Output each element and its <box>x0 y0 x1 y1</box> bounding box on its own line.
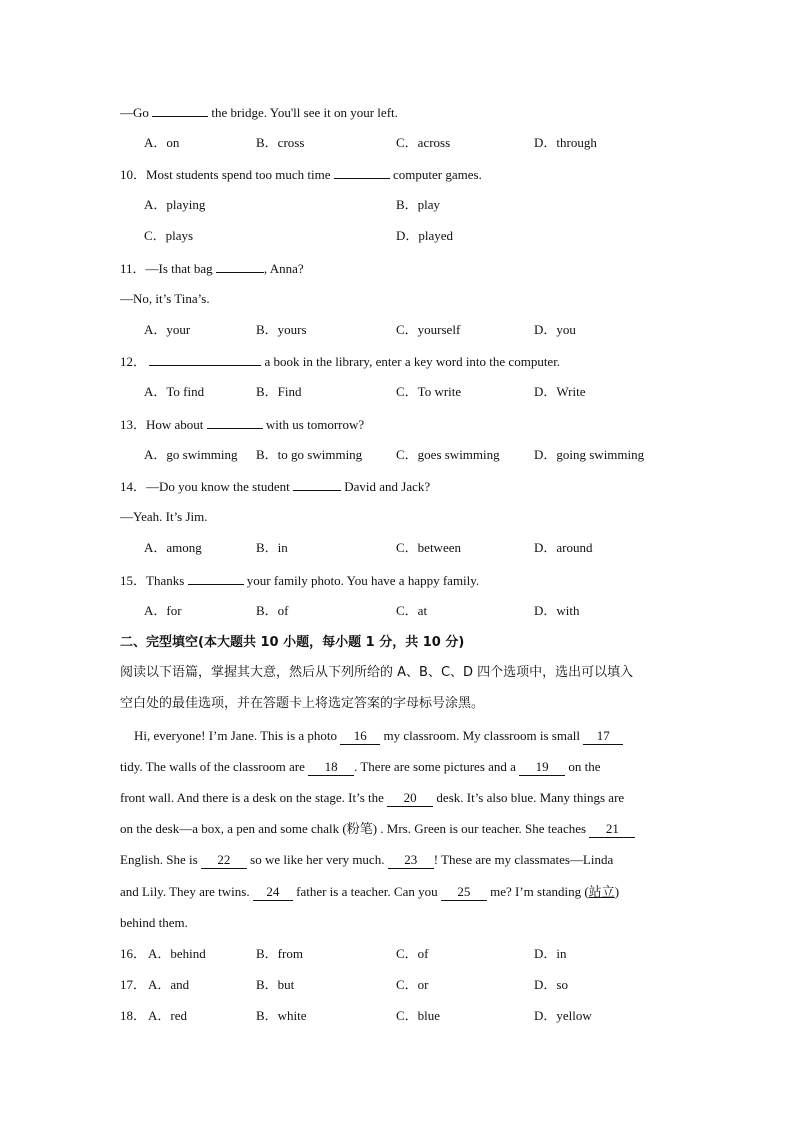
question-12-stem <box>120 351 684 371</box>
blank-21: 21 <box>589 821 635 838</box>
passage-line-2 <box>120 757 684 777</box>
section-2-instruction-1: 阅读以下语篇，掌握其大意，然后从下列所给的 A、B、C、D 四个选项中，选出可以填入 <box>120 665 634 680</box>
answer-blank <box>293 476 341 491</box>
blank-19: 19 <box>519 759 565 776</box>
section-2-heading <box>120 632 684 652</box>
question-11-reply: —No, it’s Tina’s. <box>120 291 210 306</box>
section-2-instruction-2: 空白处的最佳选项，并在答题卡上将选定答案的字母标号涂黑。 <box>120 696 485 711</box>
option-a: A．behind <box>148 946 206 961</box>
question-13-options <box>120 445 684 465</box>
option-a: A．among <box>144 540 202 555</box>
passage-text: tidy. The walls of the classroom are <box>120 759 309 774</box>
blank-22: 22 <box>201 852 247 869</box>
option-b: B．from <box>256 946 303 961</box>
stem-text: , Anna? <box>263 261 304 276</box>
question-9-options <box>120 133 684 153</box>
stem-text: 13．How about <box>120 417 204 432</box>
question-11-stem <box>120 258 684 278</box>
question-11-options <box>120 320 684 340</box>
stem-text: David and Jack? <box>344 479 431 494</box>
passage-text: my classroom. My classroom is small <box>380 728 584 743</box>
section-scoring: (本大题共 10 小题，每小题 1 分，共 10 分) <box>198 635 465 650</box>
option-d: D．in <box>534 946 567 961</box>
option-b: B．yours <box>256 322 307 337</box>
option-b: B．cross <box>256 135 305 150</box>
option-b: B．of <box>256 603 289 618</box>
option-d: D．yellow <box>534 1008 592 1023</box>
answer-blank <box>188 570 244 585</box>
option-c: C．of <box>396 946 429 961</box>
option-b: B．to go swimming <box>256 447 363 462</box>
option-b: B．Find <box>256 384 302 399</box>
stem-text: 11．—Is that bag <box>120 261 213 276</box>
option-c: C．across <box>396 135 451 150</box>
option-c: C．yourself <box>396 322 461 337</box>
question-13-stem <box>120 414 684 434</box>
option-d: D．through <box>534 135 597 150</box>
answer-blank <box>149 351 261 366</box>
question-18-options <box>120 1006 684 1026</box>
stem-text: with us tomorrow? <box>265 417 365 432</box>
question-10-options-row2 <box>120 226 684 246</box>
question-10-stem <box>120 164 684 184</box>
answer-blank <box>152 102 208 117</box>
option-d: D．with <box>534 603 580 618</box>
option-a: A．go swimming <box>144 447 238 462</box>
option-d: D．Write <box>534 384 586 399</box>
question-17-options <box>120 975 684 995</box>
option-b: B．but <box>256 977 295 992</box>
option-b: B．white <box>256 1008 307 1023</box>
stem-text: —Go <box>120 105 149 120</box>
answer-blank <box>334 164 390 179</box>
blank-20: 20 <box>387 790 433 807</box>
option-d: D．around <box>534 540 593 555</box>
option-d: D．you <box>534 322 576 337</box>
passage-line-5 <box>120 850 684 870</box>
blank-16: 16 <box>340 728 380 745</box>
option-a: A．for <box>144 603 182 618</box>
question-number: 16． <box>120 946 147 961</box>
option-c: C．blue <box>396 1008 441 1023</box>
question-15-options <box>120 601 684 621</box>
blank-17: 17 <box>583 728 623 745</box>
stem-text: a book in the library, enter a key word into the computer. <box>264 354 561 369</box>
option-a: A．your <box>144 322 191 337</box>
passage-text: Hi, everyone! I’m Jane. This is a photo <box>134 728 341 743</box>
passage-text: father is a teacher. Can you <box>292 884 441 899</box>
option-a: A．red <box>148 1008 187 1023</box>
passage-text: ) <box>614 884 620 899</box>
answer-blank <box>216 258 264 273</box>
option-c: C．at <box>396 603 428 618</box>
passage-text: on the <box>565 759 601 774</box>
passage-text: me? I’m standing ( <box>486 884 589 899</box>
passage-gloss: 站立 <box>588 884 615 899</box>
passage-text: . There are some pictures and a <box>354 759 520 774</box>
option-a: A．To find <box>144 384 205 399</box>
passage-text: ! These are my classmates—Linda <box>433 852 614 867</box>
option-a: A．on <box>144 135 180 150</box>
passage-line-6 <box>120 882 684 902</box>
section-title: 二、完型填空 <box>120 635 199 650</box>
blank-24: 24 <box>253 884 293 901</box>
answer-blank <box>207 414 263 429</box>
option-b: B．play <box>396 197 441 212</box>
blank-23: 23 <box>388 852 434 869</box>
blank-18: 18 <box>308 759 354 776</box>
option-c: C．plays <box>144 228 194 243</box>
question-number: 17． <box>120 977 147 992</box>
question-number: 12． <box>120 354 147 369</box>
question-14-reply: —Yeah. It’s Jim. <box>120 509 208 524</box>
option-a: A．playing <box>144 197 206 212</box>
passage-line-1 <box>134 726 684 746</box>
stem-text: computer games. <box>393 167 482 182</box>
question-number: 18． <box>120 1008 147 1023</box>
stem-text: 14．—Do you know the student <box>120 479 290 494</box>
passage-line-7: behind them. <box>120 915 188 930</box>
option-b: B．in <box>256 540 288 555</box>
stem-text: your family photo. You have a happy family. <box>246 573 480 588</box>
option-c: C．To write <box>396 384 462 399</box>
passage-text: and Lily. They are twins. <box>120 884 253 899</box>
stem-text: 10．Most students spend too much time <box>120 167 331 182</box>
question-14-options <box>120 538 684 558</box>
passage-text: front wall. And there is a desk on the stage. It’s the <box>120 790 388 805</box>
passage-text: on the desk—a box, a pen and some chalk (粉笔) . Mrs. Green is our teacher. She teaches <box>120 821 590 836</box>
passage-text: desk. It’s also blue. Many things are <box>433 790 625 805</box>
passage-text: so we like her very much. <box>246 852 388 867</box>
option-c: C．or <box>396 977 429 992</box>
question-15-stem <box>120 570 684 590</box>
blank-25: 25 <box>441 884 487 901</box>
option-c: C．between <box>396 540 461 555</box>
option-d: D．so <box>534 977 568 992</box>
stem-text: 15．Thanks <box>120 573 185 588</box>
question-16-options <box>120 944 684 964</box>
passage-text: English. She is <box>120 852 201 867</box>
option-d: D．played <box>396 228 454 243</box>
passage-line-3 <box>120 788 684 808</box>
stem-text: the bridge. You'll see it on your left. <box>211 105 398 120</box>
option-d: D．going swimming <box>534 447 645 462</box>
question-14-stem <box>120 476 684 496</box>
option-c: C．goes swimming <box>396 447 500 462</box>
passage-line-4 <box>120 819 684 839</box>
question-10-options-row1 <box>120 195 684 215</box>
question-12-options <box>120 382 684 402</box>
question-9-stem <box>120 102 684 122</box>
option-a: A．and <box>148 977 190 992</box>
